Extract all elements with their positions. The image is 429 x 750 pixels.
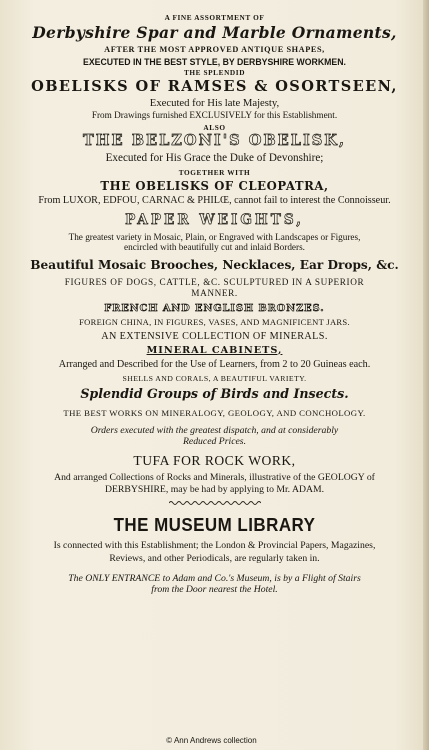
line-best-works: THE BEST WORKS ON MINERALOGY, GEOLOGY, AND CONCHOLOGY. bbox=[63, 408, 366, 418]
line-foreign-china: FOREIGN CHINA, IN FIGURES, VASES, AND MAGNIFICENT JARS. bbox=[79, 317, 350, 328]
copyright-credit: © Ann Andrews collection bbox=[166, 736, 257, 745]
heading-obelisks-ramses: OBELISKS OF RAMSES & OSORTSEEN, bbox=[31, 78, 398, 96]
intro-line: A FINE ASSORTMENT OF bbox=[164, 14, 265, 22]
heading-belzoni-obelisk: THE BELZONI'S OBELISK, bbox=[82, 132, 347, 150]
heading-spar-marble: Derbyshire Spar and Marble Ornaments, bbox=[32, 23, 397, 43]
line-door-nearest-hotel: from the Door nearest the Hotel. bbox=[151, 583, 278, 595]
heading-museum-library: THE MUSEUM LIBRARY bbox=[113, 514, 316, 536]
line-periodicals: Reviews, and other Periodicals, are regularly taken in. bbox=[109, 552, 320, 564]
heading-birds-insects: Splendid Groups of Birds and Insects. bbox=[80, 386, 349, 402]
line-arranged-collections: And arranged Collections of Rocks and Minerals, illustrative of the GEOLOGY of bbox=[54, 471, 375, 483]
line-only-entrance: The ONLY ENTRANCE to Adam and Co.'s Museum, is by a Flight of Stairs bbox=[68, 572, 361, 584]
heading-mosaic-brooches: Beautiful Mosaic Brooches, Necklaces, Ear Drops, &c. bbox=[30, 257, 399, 272]
line-paper-borders: encircled with beautifully cut and inlaid Borders. bbox=[124, 242, 305, 253]
line-also: ALSO bbox=[203, 123, 226, 132]
wavy-divider bbox=[169, 500, 261, 506]
line-figures-dogs: FIGURES OF DOGS, CATTLE, &C. SCULPTURED IN A SUPERIOR bbox=[64, 276, 365, 287]
line-collection-minerals: AN EXTENSIVE COLLECTION OF MINERALS. bbox=[101, 331, 328, 342]
line-antique-shapes: AFTER THE MOST APPROVED ANTIQUE SHAPES, bbox=[104, 45, 325, 55]
line-drawings: From Drawings furnished EXCLUSIVELY for this Establishment. bbox=[91, 110, 338, 121]
line-paper-variety: The greatest variety in Mosaic, Plain, or Engraved with Landscapes or Figures, bbox=[68, 231, 361, 242]
heading-tufa: TUFA FOR ROCK WORK, bbox=[133, 453, 296, 469]
line-manner: MANNER. bbox=[191, 288, 238, 299]
heading-bronzes: FRENCH AND ENGLISH BRONZES. bbox=[104, 303, 325, 315]
line-apply-mr-adam: DERBYSHIRE, may be had by applying to Mr. ADAM. bbox=[104, 484, 325, 496]
line-best-style: EXECUTED IN THE BEST STYLE, BY DERBYSHIRE WORKMEN. bbox=[83, 56, 346, 67]
line-shells-corals: SHELLS AND CORALS, A BEAUTIFUL VARIETY. bbox=[122, 373, 307, 383]
line-late-majesty: Executed for His late Majesty, bbox=[149, 96, 280, 109]
line-together-with: TOGETHER WITH bbox=[178, 168, 251, 177]
line-library-connected: Is connected with this Establishment; the London & Provincial Papers, Magazines, bbox=[53, 540, 376, 552]
line-learners: Arranged and Described for the Use of Learners, from 2 to 20 Guineas each. bbox=[58, 358, 371, 370]
line-orders: Orders executed with the greatest dispatch, and at considerably bbox=[90, 425, 339, 437]
line-duke-devonshire: Executed for His Grace the Duke of Devonshire; bbox=[105, 151, 324, 164]
line-luxor: From LUXOR, EDFOU, CARNAC & PHILŒ, cannot fail to interest the Connoisseur. bbox=[38, 195, 391, 207]
line-reduced-prices: Reduced Prices. bbox=[182, 436, 247, 448]
page-edge bbox=[423, 0, 429, 750]
heading-obelisks-cleopatra: THE OBELISKS OF CLEOPATRA, bbox=[100, 178, 329, 193]
heading-paper-weights: PAPER WEIGHTS, bbox=[125, 212, 304, 229]
heading-mineral-cabinets: MINERAL CABINETS, bbox=[146, 344, 283, 356]
line-the-splendid: THE SPLENDID bbox=[183, 68, 246, 77]
